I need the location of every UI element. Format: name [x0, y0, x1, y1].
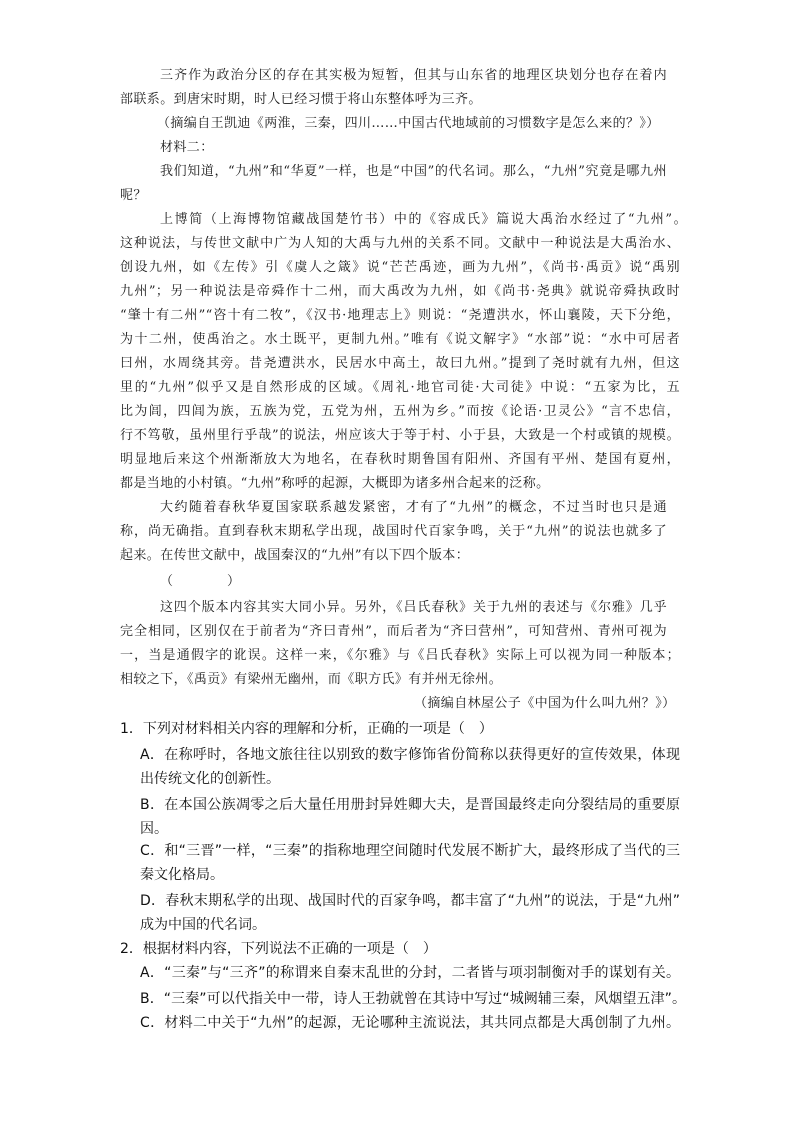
paragraph-line: “肇十有二州”“咨十有二牧”，《汉书·地理志上》则说：“尧遭洪水，怀山襄陵，天下分绝，	[120, 308, 680, 323]
paragraph-line: 这四个版本内容其实大同小异。另外，《吕氏春秋》关于九州的表述与《尔雅》几乎	[160, 600, 667, 615]
paragraph-line: 创设九州，如《左传》引《虞人之箴》说“芒芒禹迹，画为九州”，《尚书·禹贡》说“禹别	[120, 260, 680, 275]
paragraph-line: 上博简（上海博物馆藏战国楚竹书）中的《容成氏》篇说大禹治水经过了“九州”。	[160, 212, 687, 227]
versions-blank: （ ）	[160, 574, 241, 589]
paragraph-line: 起来。在传世文献中，战国秦汉的“九州”有以下四个版本：	[120, 548, 470, 563]
paragraph-line: 大约随着春秋华夏国家联系越发紧密，才有了“九州”的概念，不过当时也只是通	[160, 500, 667, 515]
paragraph-line: 都是当地的小村镇。“九州”称呼的起源，大概即为诸多州合起来的泛称。	[120, 476, 550, 491]
paragraph-line: 我们知道，“九州”和“华夏”一样，也是“中国”的代名词。那么，“九州”究竟是哪九州	[160, 164, 667, 179]
question-2-option-b: B．“三秦”可以代指关中一带，诗人王勃就曾在其诗中写过“城阙辅三秦，风烟望五津”。	[140, 991, 686, 1007]
question-1-option-c: C．和“三晋”一样，“三秦”的指称地理空间随时代发展不断扩大，最终形成了当代的三	[140, 843, 680, 859]
paragraph-line: 九州”；另一种说法是帝舜作十二州，而大禹改为九州，如《尚书·尧典》就说帝舜执政时	[120, 284, 680, 299]
question-2-option-c: C．材料二中关于“九州”的起源，无论哪种主流说法，其共同点都是大禹创制了九州。	[140, 1015, 680, 1031]
paragraph-line: 为十二州，使禹治之。水土既平，更制九州。”唯有《说文解字》“水部”说：“水中可居者	[120, 332, 680, 347]
question-1-option-b: B．在本国公族凋零之后大量任用册封异姓卿大夫，是晋国最终走向分裂结局的重要原	[140, 797, 680, 813]
question-1-stem: 1．下列对材料相关内容的理解和分析，正确的一项是（ ）	[120, 721, 493, 737]
paragraph-line: 一，当是通假字的讹误。这样一来，《尔雅》与《吕氏春秋》实际上可以视为同一种版本；	[120, 648, 680, 663]
paragraph-line: 明显地后来这个州渐渐放大为地名，在春秋时期鲁国有阳州、齐国有平州、楚国有夏州，	[120, 452, 680, 467]
paragraph-line: 里的“九州”似乎又是自然形成的区域。《周礼·地官司徒·大司徒》中说：“五家为比，五	[120, 380, 680, 395]
paragraph-line: 相较之下，《禹贡》有梁州无幽州，而《职方氏》有并州无徐州。	[120, 672, 503, 687]
material1-source: （摘编自王凯迪《两淮，三秦，四川……中国古代地域前的习惯数字是怎么来的？》）	[157, 116, 660, 131]
material1-line: 三齐作为政治分区的存在其实极为短暂，但其与山东省的地理区块划分也存在着内	[160, 68, 667, 83]
paragraph-line: 比为闾，四闾为族，五族为党，五党为州，五州为乡。”而按《论语·卫灵公》“言不忠信，	[120, 404, 680, 419]
question-2-option-a: A．“三秦”与“三齐”的称谓来自秦末乱世的分封，二者皆与项羽制衡对手的谋划有关。	[140, 965, 680, 981]
question-1-option-c-cont: 秦文化格局。	[140, 867, 224, 883]
paragraph-line: 完全相同，区别仅在于前者为“齐曰青州”，而后者为“齐曰营州”，可知营州、青州可视为	[120, 624, 667, 639]
paragraph-line: 这种说法，与传世文献中广为人知的大禹与九州的关系不同。文献中一种说法是大禹治水、	[120, 236, 680, 251]
paragraph-line: 称，尚无确指。直到春秋末期私学出现，战国时代百家争鸣，关于“九州”的说法也就多了	[120, 524, 667, 539]
question-1-option-a: A．在称呼时，各地文旅往往以别致的数字修饰省份简称以获得更好的宣传效果，体现	[140, 747, 680, 763]
question-1-option-a-cont: 出传统文化的创新性。	[140, 771, 280, 787]
material2-source: （摘编自林屋公子《中国为什么叫九州？》）	[414, 696, 676, 711]
material1-line: 部联系。到唐宋时期，时人已经习惯于将山东整体呼为三齐。	[120, 92, 482, 107]
paragraph-line: 曰州，水周绕其旁。昔尧遭洪水，民居水中高土，故曰九州。”提到了尧时就有九州，但这	[120, 356, 680, 371]
question-1-option-d: D．春秋末期私学的出现、战国时代的百家争鸣，都丰富了“九州”的说法，于是“九州”	[140, 893, 680, 909]
question-1-option-b-cont: 因。	[140, 821, 168, 837]
paragraph-line: 呢？	[120, 188, 147, 203]
question-1-option-d-cont: 成为中国的代名词。	[140, 917, 266, 933]
material2-heading: 材料二：	[160, 140, 214, 155]
question-2-stem: 2．根据材料内容，下列说法不正确的一项是（ ）	[120, 941, 437, 957]
paragraph-line: 行不笃敬，虽州里行乎哉”的说法，州应该大于等于村、小于县，大致是一个村或镇的规模。	[120, 428, 680, 443]
